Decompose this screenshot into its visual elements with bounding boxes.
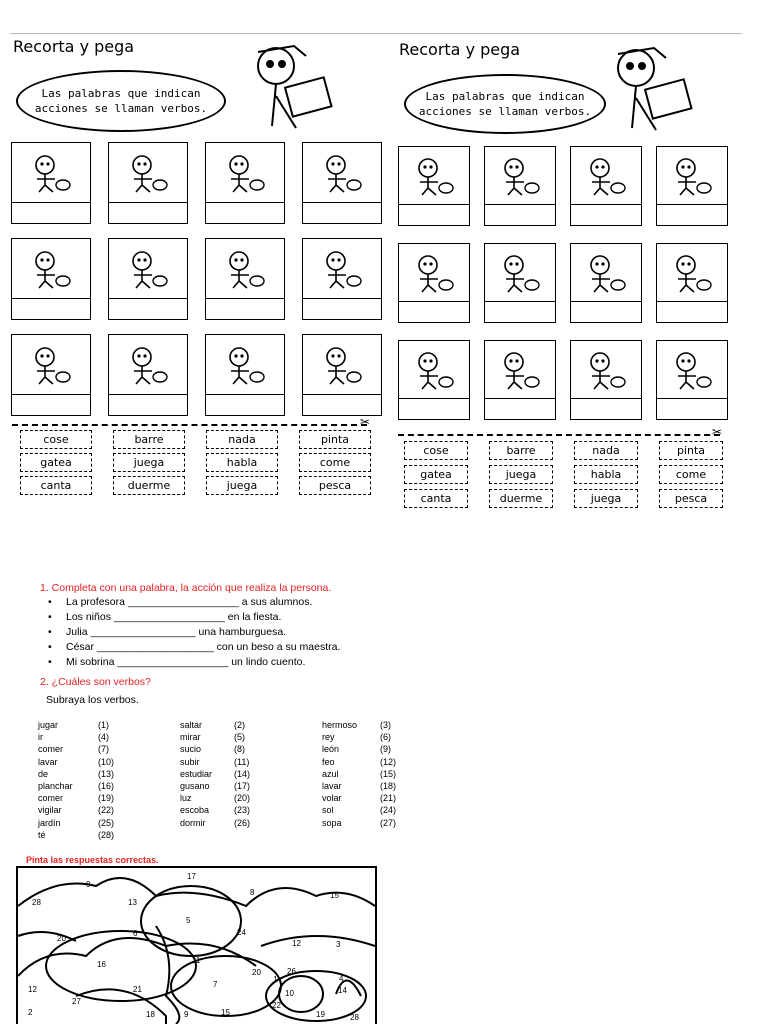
word-number: (6)	[380, 732, 391, 743]
kid-sweeping-icon	[657, 147, 727, 205]
word-card: nada	[574, 441, 638, 460]
region-number: 17	[187, 872, 196, 881]
word-number: (17)	[234, 781, 251, 791]
picture-card	[398, 243, 470, 323]
sentence-item: Los niños ___________________ en la fiesta.	[66, 611, 282, 623]
word-number: (13)	[98, 768, 115, 779]
word-card: pesca	[299, 476, 371, 495]
kid-lying-icon	[571, 341, 641, 399]
region-number: 9	[184, 1010, 189, 1019]
word-number: (19)	[98, 793, 115, 804]
word-card: nada	[206, 430, 278, 449]
top-rule	[10, 33, 742, 34]
picture-card	[398, 340, 470, 420]
word-card: juega	[574, 489, 638, 508]
word-item: de	[38, 768, 49, 779]
picture-card	[484, 243, 556, 323]
speech-bubble: Las palabras que indican acciones se llaman verbos.	[404, 74, 606, 134]
region-number: 2	[28, 1008, 33, 1017]
word-number: (22)	[98, 805, 115, 816]
word-item: feo	[322, 756, 335, 767]
word-card: juega	[489, 465, 553, 484]
word-number: (8)	[234, 744, 245, 755]
word-item: volar	[322, 793, 342, 804]
word-item: planchar	[38, 781, 73, 791]
picture-card	[302, 238, 382, 320]
word-item: sol	[322, 805, 334, 816]
picture-card	[656, 243, 728, 323]
picture-card	[398, 146, 470, 226]
kid-singing-icon	[399, 341, 469, 399]
baby-crawling-icon	[12, 143, 90, 203]
sentence-item: La profesora ___________________ a sus alumnos.	[66, 596, 313, 608]
word-number: (5)	[234, 732, 245, 743]
picture-card	[302, 334, 382, 416]
word-card: duerme	[113, 476, 185, 495]
region-number: 9	[86, 880, 91, 889]
word-item: mirar	[180, 732, 201, 743]
word-item: azul	[322, 768, 339, 779]
kid-singing-icon	[12, 335, 90, 395]
region-number: 6	[133, 929, 138, 938]
word-card: barre	[489, 441, 553, 460]
word-number: (4)	[98, 732, 109, 743]
speech-bubble: Las palabras que indican acciones se llaman verbos.	[16, 70, 226, 132]
baby-crawling-icon	[399, 147, 469, 205]
word-card: gatea	[20, 453, 92, 472]
word-number: (7)	[98, 744, 109, 755]
kid-phone-icon	[399, 244, 469, 302]
boy-reading-icon	[236, 36, 346, 136]
word-item: subir	[180, 756, 200, 767]
region-number: 11	[192, 956, 201, 965]
word-number: (25)	[98, 817, 115, 828]
picture-card	[484, 146, 556, 226]
picture-card	[302, 142, 382, 224]
word-item: escoba	[180, 805, 210, 816]
word-item: lavar	[38, 756, 58, 767]
worksheet-title: Recorta y pega	[399, 40, 521, 59]
picture-card	[570, 146, 642, 226]
word-number: (26)	[234, 817, 251, 828]
kid-lying-icon	[206, 335, 284, 395]
word-item: sucio	[180, 744, 202, 755]
kid-soccer-icon	[485, 147, 555, 205]
picture-card	[570, 340, 642, 420]
exercise2-heading: 2. ¿Cuáles son verbos?	[40, 676, 151, 688]
word-item: hermoso	[322, 720, 358, 730]
word-item: gusano	[180, 781, 210, 791]
picture-card	[205, 334, 285, 416]
kid-fishing-icon	[485, 341, 555, 399]
region-number: 16	[97, 960, 106, 969]
word-item: luz	[180, 793, 192, 804]
region-number: 1	[273, 975, 278, 984]
picture-card	[570, 243, 642, 323]
region-number: 22	[272, 1001, 281, 1010]
word-item: saltar	[180, 720, 203, 730]
word-item: rey	[322, 732, 335, 743]
word-number: (24)	[380, 805, 397, 816]
coloring-picture	[16, 866, 377, 1024]
region-number: 24	[237, 928, 246, 937]
picture-card	[11, 238, 91, 320]
word-card: cose	[404, 441, 468, 460]
region-number: 10	[285, 989, 294, 998]
kid-painting-icon	[657, 341, 727, 399]
region-number: 3	[336, 940, 341, 949]
word-number: (12)	[380, 756, 397, 767]
cut-line	[12, 424, 367, 426]
word-number: (23)	[234, 805, 251, 816]
picture-card	[108, 142, 188, 224]
word-card: gatea	[404, 465, 468, 484]
word-number: (27)	[380, 817, 397, 828]
word-card: cose	[20, 430, 92, 449]
region-number: 15	[221, 1008, 230, 1017]
exercise2-instruction: Subraya los verbos.	[46, 694, 139, 706]
exercise1-heading: 1. Completa con una palabra, la acción que realiza la persona.	[40, 582, 332, 594]
word-item: té	[38, 829, 46, 840]
word-number: (15)	[380, 768, 397, 779]
word-item: lavar	[322, 781, 342, 791]
scissors-icon: ✂	[712, 425, 723, 439]
word-number: (3)	[380, 720, 391, 730]
sentence-item: Mi sobrina ___________________ un lindo cuento.	[66, 656, 306, 668]
sentence-item: Julia __________________ una hamburguesa.	[66, 626, 287, 638]
picture-card	[108, 238, 188, 320]
word-item: vigilar	[38, 805, 62, 816]
word-number: (2)	[234, 720, 245, 730]
bullet-icon: •	[48, 611, 52, 623]
region-number: 20	[252, 968, 261, 977]
baby-eating-icon	[485, 244, 555, 302]
picture-card	[108, 334, 188, 416]
region-number: 8	[250, 888, 255, 897]
picture-card	[11, 334, 91, 416]
word-item: estudiar	[180, 768, 213, 779]
word-card: pesca	[659, 489, 723, 508]
cut-line	[398, 434, 720, 436]
word-number: (10)	[98, 756, 115, 767]
kid-painting-icon	[303, 335, 381, 395]
picture-card	[656, 340, 728, 420]
kid-sweeping-icon	[303, 143, 381, 203]
kid-swimming-icon	[206, 143, 284, 203]
word-item: comer	[38, 744, 64, 755]
region-number: 14	[338, 986, 347, 995]
word-card: canta	[20, 476, 92, 495]
region-number: 12	[292, 939, 301, 948]
word-card: barre	[113, 430, 185, 449]
kid-fishing-icon	[109, 335, 187, 395]
kid-sleeping-icon	[206, 239, 284, 299]
region-number: 5	[186, 916, 191, 925]
word-number: (1)	[98, 720, 109, 730]
word-card: duerme	[489, 489, 553, 508]
kid-soccer-icon	[109, 143, 187, 203]
kid-sewing-icon	[657, 244, 727, 302]
region-number: 7	[213, 980, 218, 989]
word-card: juega	[206, 476, 278, 495]
sentence-item: César ____________________ con un beso a su maestra.	[66, 641, 341, 653]
region-number: 13	[128, 898, 137, 907]
word-item: comer	[38, 793, 64, 804]
picture-card	[11, 142, 91, 224]
boy-reading-icon	[596, 38, 706, 138]
word-number: (18)	[380, 781, 397, 791]
bullet-icon: •	[48, 641, 52, 653]
region-number: 26	[287, 967, 296, 976]
word-card: habla	[574, 465, 638, 484]
word-number: (28)	[98, 829, 115, 840]
word-card: pinta	[659, 441, 723, 460]
region-number: 20	[57, 934, 66, 943]
kid-phone-icon	[12, 239, 90, 299]
region-number: 12	[28, 985, 37, 994]
scissors-icon: ✂	[360, 415, 371, 429]
word-number: (9)	[380, 744, 391, 755]
word-card: come	[299, 453, 371, 472]
picture-card	[205, 238, 285, 320]
kid-sewing-icon	[303, 239, 381, 299]
word-item: jardín	[38, 817, 61, 828]
region-number: 28	[350, 1013, 359, 1022]
region-number: 28	[32, 898, 41, 907]
word-card: juega	[113, 453, 185, 472]
bullet-icon: •	[48, 596, 52, 608]
word-item: dormir	[180, 817, 206, 828]
region-number: 27	[72, 997, 81, 1006]
region-number: 19	[316, 1010, 325, 1019]
bullet-icon: •	[48, 626, 52, 638]
word-card: canta	[404, 489, 468, 508]
bullet-icon: •	[48, 656, 52, 668]
region-number: 18	[146, 1010, 155, 1019]
word-number: (14)	[234, 768, 251, 779]
picture-card	[484, 340, 556, 420]
picture-card	[205, 142, 285, 224]
kid-sleeping-icon	[571, 244, 641, 302]
word-card: habla	[206, 453, 278, 472]
word-number: (11)	[234, 756, 250, 767]
coloring-caption: Pinta las respuestas correctas.	[26, 855, 159, 865]
kid-swimming-icon	[571, 147, 641, 205]
worksheet-title: Recorta y pega	[13, 37, 135, 56]
region-number: 4	[339, 974, 344, 983]
word-item: ir	[38, 732, 43, 743]
baby-eating-icon	[109, 239, 187, 299]
word-number: (20)	[234, 793, 251, 804]
word-card: pinta	[299, 430, 371, 449]
region-number: 15	[330, 891, 339, 900]
word-item: jugar	[38, 720, 59, 730]
region-number: 21	[133, 985, 142, 994]
word-number: (16)	[98, 781, 115, 791]
word-item: sopa	[322, 817, 342, 828]
picture-card	[656, 146, 728, 226]
word-card: come	[659, 465, 723, 484]
word-item: león	[322, 744, 340, 755]
word-number: (21)	[380, 793, 397, 804]
